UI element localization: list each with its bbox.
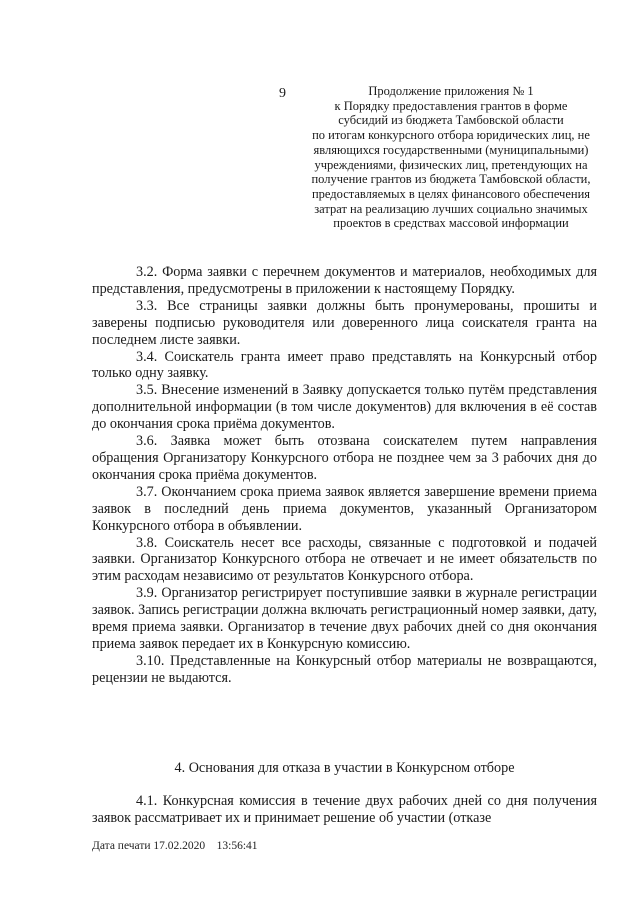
print-date-label: Дата печати 17.02.2020 [92,840,206,852]
appendix-header-line: затрат на реализацию лучших социально значимых [314,201,588,216]
paragraph-3-5: 3.5. Внесение изменений в Заявку допускается только путём представления дополнительной информации (в том числе документов) для включения в её состав до окончания срока приёма документов. [92,382,597,433]
appendix-header-line: субсидий из бюджета Тамбовской области [338,113,564,128]
appendix-header [286,84,616,231]
paragraph-3-6: 3.6. Заявка может быть отозвана соискателем путем направления обращения Организатору Конкурсного отбора не позднее чем за 3 рабочих дня до окончания срока приёма документов. [92,433,597,483]
print-time: 13:56:41 [216,840,258,852]
section-4-heading: 4. Основания для отказа в участии в Конкурсном отборе [174,760,515,776]
paragraph-3-2: 3.2. Форма заявки с перечнем документов и материалов, необходимых для представления, предусмотрены в приложении к настоящему Порядку. [92,264,597,297]
appendix-header-line: по итогам конкурсного отбора юридических лиц, не [312,128,590,143]
appendix-header-line: Продолжение приложения № 1 [368,84,534,98]
appendix-header-line: являющихся государственными (муниципальными) [313,142,589,157]
paragraph-3-9: 3.9. Организатор регистрирует поступившие заявки в журнале регистрации заявок. Запись регистрации должна включать регистрационный номер заявки, дату, время приема заявки. Организатор в течение двух рабочих дней со дня окончания приема заявок передает их в Конкурсную комиссию. [92,585,597,652]
section-4-body [92,793,597,827]
appendix-header-line: к Порядку предоставления грантов в форме [334,98,568,113]
paragraph-4-1: 4.1. Конкурсная комиссия в течение двух рабочих дней со дня получения заявок рассматривает их и принимает решение об участии (отказе [92,793,597,826]
print-footer [92,839,258,853]
appendix-header-line: получение грантов из бюджета Тамбовской области, [311,172,591,187]
appendix-header-line: проектов в средствах массовой информации [333,216,569,231]
paragraph-3-3: 3.3. Все страницы заявки должны быть пронумерованы, прошиты и заверены подписью руководителя или доверенного лица соискателя гранта на последнем листе заявки. [92,297,597,348]
paragraph-3-10: 3.10. Представленные на Конкурсный отбор материалы не возвращаются, рецензии не выдаются. [92,652,597,686]
appendix-header-line: учреждениями, физических лиц, претендующих на [314,157,588,172]
appendix-header-line: предоставляемых в целях финансового обеспечения [311,186,591,201]
page-number: 9 [279,86,286,101]
paragraph-3-8: 3.8. Соискатель несет все расходы, связанные с подготовкой и подачей заявки. Организатор Конкурсного отбора не отвечает и не имеет обязательств по этим расходам независимо от результатов Конкурсного отбора. [92,534,597,585]
paragraph-3-4: 3.4. Соискатель гранта имеет право представлять на Конкурсный отбор только одну заявку. [92,348,597,382]
paragraph-3-7: 3.7. Окончанием срока приема заявок является завершение времени приема заявок в последний день приема документов, указанный Организатором Конкурсного отбора в объявлении. [92,483,597,534]
section-3-body [92,264,597,687]
